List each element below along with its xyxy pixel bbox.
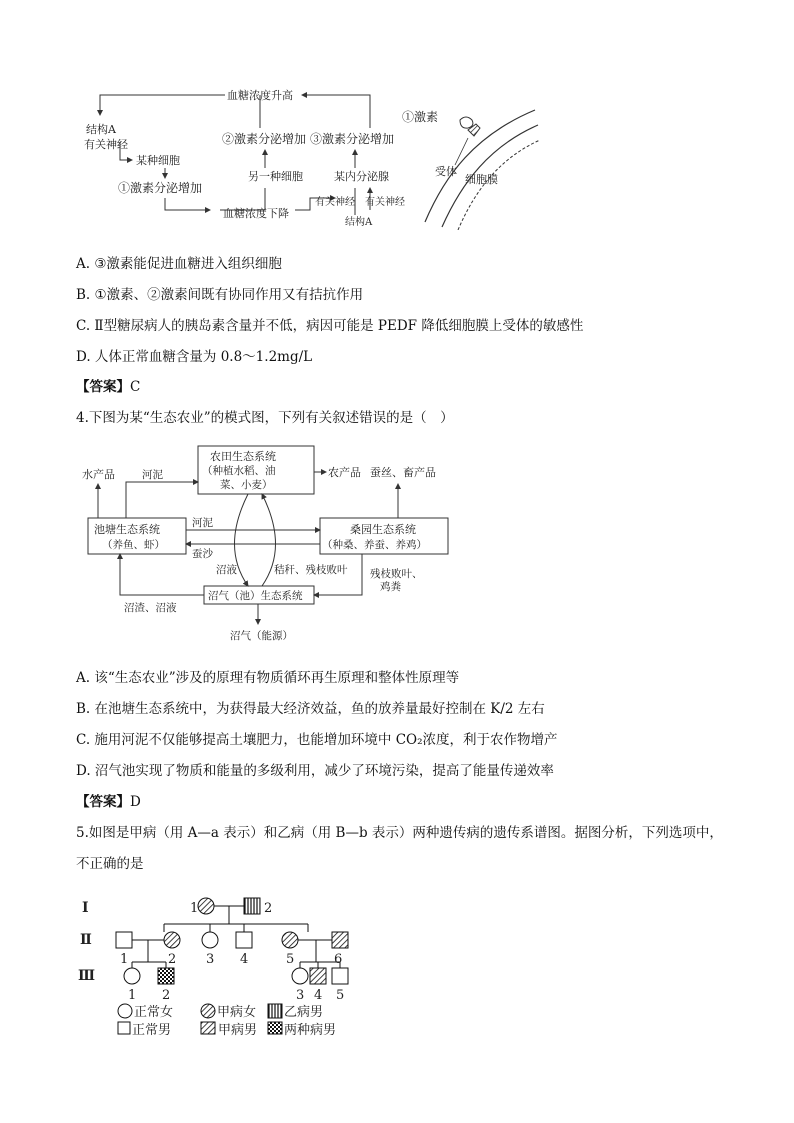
nerve-right: 有关神经 (365, 197, 405, 208)
label-II2: 2 (168, 952, 177, 967)
pedigree-III2 (158, 968, 174, 984)
legend-normal-female-symbol (118, 1004, 132, 1018)
label-III4: 4 (314, 988, 323, 1003)
q3-option-b: B. ①激素、②激素间既有协同作用又有拮抗作用 (76, 287, 364, 303)
blood-glucose-diagram (70, 80, 540, 230)
pedigree-III3 (292, 968, 308, 984)
legend-normal-female: 正常女 (134, 1005, 174, 1020)
pedigree-II2 (164, 932, 180, 948)
pedigree-II3 (202, 932, 218, 948)
label-I2: 2 (264, 901, 273, 916)
answer-label: 【答案】 (76, 794, 130, 810)
straw: 秸秆、残枝败叶 (274, 564, 348, 576)
label-I1: 1 (190, 901, 199, 916)
biogas-system: 沼气（池）生态系统 (208, 590, 303, 602)
q5-stem-line1: 5.如图是甲病（用 A—a 表示）和乙病（用 B—b 表示）两种遗传病的遗传系谱图。据图分析，下列选项中， (76, 825, 723, 841)
label-II4: 4 (240, 952, 249, 967)
q4-answer (76, 790, 141, 810)
silk-product: 蚕丝、畜产品 (370, 466, 436, 479)
gen-2-label: Ⅱ (80, 932, 92, 948)
farm-sub1: （种植水稻、油 (202, 465, 276, 477)
mulberry-sub: （种桑、养蚕、养鸡） (322, 539, 427, 551)
pedigree-chart (76, 888, 366, 1038)
label-II3: 3 (206, 952, 215, 967)
chicken-manure: 鸡粪 (380, 581, 401, 593)
legend-normal-male-symbol (118, 1022, 130, 1034)
bottom-label: 血糖浓度下降 (223, 207, 289, 220)
q4-stem: 4.下图为某“生态农业”的模式图，下列有关叙述错误的是（ ） (76, 410, 454, 426)
another-cell: 另一种细胞 (248, 170, 303, 183)
pedigree-II4 (236, 932, 252, 948)
legend-a-female: 甲病女 (217, 1005, 257, 1020)
farm-title: 农田生态系统 (210, 450, 276, 463)
answer-value: D (130, 794, 141, 810)
endocrine-gland: 某内分泌腺 (334, 170, 389, 183)
q3-answer (76, 375, 140, 395)
q4-option-c: C. 施用河泥不仅能够提高土壤肥力，也能增加环境中 CO₂浓度，利于农作物增产 (76, 732, 558, 748)
label-III3: 3 (296, 988, 305, 1003)
legend-a-male: 甲病男 (218, 1023, 258, 1038)
structure-a-right: 结构A (345, 217, 373, 228)
pedigree-I2 (244, 898, 260, 914)
pedigree-III1 (124, 968, 140, 984)
biogas-slurry: 沼液 (216, 564, 237, 576)
some-cell: 某种细胞 (136, 154, 180, 167)
agri-product: 农产品 (328, 466, 361, 479)
nerve-mid: 有关神经 (315, 197, 355, 208)
membrane-label: 细胞膜 (465, 173, 498, 186)
river-mud-top: 河泥 (142, 469, 163, 481)
hormone-side: ①激素 (402, 110, 439, 124)
gen-1-label: Ⅰ (82, 900, 89, 916)
q4-option-b: B. 在池塘生态系统中，为获得最大经济效益，鱼的放养量最好控制在 K/2 左右 (76, 701, 545, 717)
pond-sub: （养鱼、虾） (102, 539, 165, 551)
label-II5: 5 (286, 952, 295, 967)
label-II1: 1 (120, 952, 129, 967)
pedigree-III5 (332, 968, 348, 984)
pedigree-II5 (282, 932, 298, 948)
label-III5: 5 (336, 988, 345, 1003)
legend-normal-male: 正常男 (132, 1023, 172, 1038)
legend-both-male-symbol (268, 1022, 282, 1034)
river-mud-mid: 河泥 (192, 517, 213, 529)
label-II6: 6 (334, 952, 343, 967)
top-label: 血糖浓度升高 (227, 89, 293, 102)
legend-b-male: 乙病男 (284, 1005, 324, 1020)
biogas-residue: 沼渣、沼液 (124, 602, 177, 614)
hormone2: ②激素分泌增加 (222, 132, 307, 146)
q4-option-a: A. 该“生态农业”涉及的原理有物质循环再生原理和整体性原理等 (76, 670, 460, 686)
pedigree-III4 (310, 968, 326, 984)
aquatic-product: 水产品 (82, 468, 115, 481)
mulberry-title: 桑园生态系统 (350, 523, 416, 536)
q3-option-d: D. 人体正常血糖含量为 0.8～1.2mg/L (76, 349, 313, 365)
hormone3: ③激素分泌增加 (310, 132, 395, 146)
hormone1-left: ①激素分泌增加 (118, 181, 203, 195)
legend-b-male-symbol (268, 1004, 282, 1018)
q3-option-c: C. Ⅱ型糖尿病人的胰岛素含量并不低，病因可能是 PEDF 降低细胞膜上受体的敏感性 (76, 318, 584, 334)
answer-value: C (130, 379, 141, 395)
q4-option-d: D. 沼气池实现了物质和能量的多级利用，减少了环境污染，提高了能量传递效率 (76, 763, 554, 779)
pedigree-II1 (116, 932, 132, 948)
branches: 残枝败叶、 (370, 568, 423, 580)
label-III2: 2 (162, 988, 171, 1003)
farm-sub2: 菜、小麦） (220, 479, 273, 491)
receptor: 受体 (435, 165, 457, 178)
q5-stem-line2: 不正确的是 (76, 856, 144, 872)
legend-a-male-symbol (201, 1022, 215, 1034)
answer-label: 【答案】 (76, 379, 130, 395)
label-III1: 1 (128, 988, 137, 1003)
pedigree-II6 (332, 932, 348, 948)
legend-a-female-symbol (201, 1004, 215, 1018)
pedigree-I1 (198, 898, 214, 914)
eco-agriculture-diagram (80, 440, 460, 650)
gen-3-label: Ⅲ (78, 968, 96, 984)
q3-option-a: A. ③激素能促进血糖进入组织细胞 (76, 256, 282, 272)
structure-a: 结构A (86, 123, 116, 136)
biogas-energy: 沼气（能源） (230, 630, 293, 642)
pond-title: 池塘生态系统 (94, 523, 160, 536)
silkworm-sand: 蚕沙 (192, 548, 213, 560)
legend-both-male: 两种病男 (284, 1023, 337, 1038)
nerve-left: 有关神经 (84, 138, 128, 151)
